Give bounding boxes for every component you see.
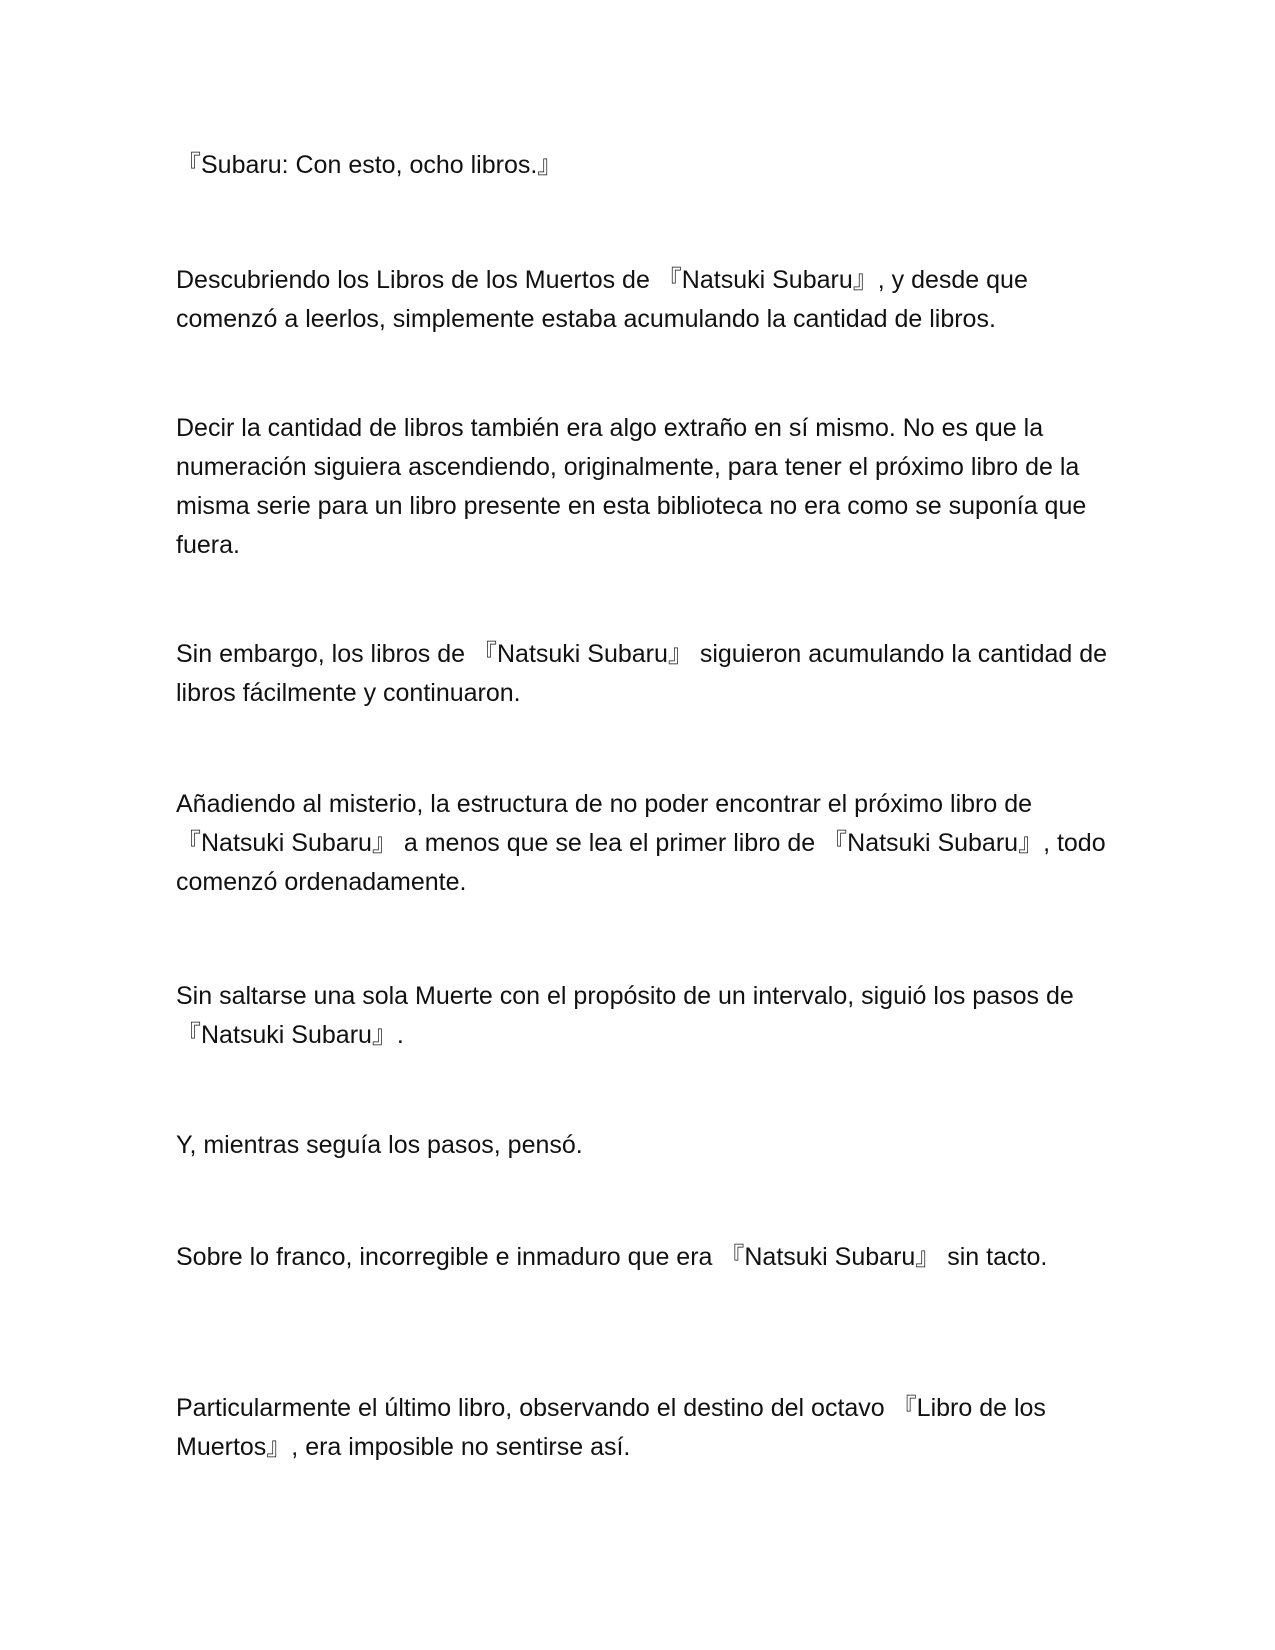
- paragraph: Y, mientras seguía los pasos, pensó.: [176, 1131, 583, 1159]
- paragraph: Decir la cantidad de libros también era algo extraño en sí mismo. No es que la numeración siguiera ascendiendo, originalmente, para tener el próximo libro de la misma serie para un libro presente en esta biblioteca no era como se suponía que fuera.: [176, 414, 1087, 559]
- paragraph: Sin saltarse una sola Muerte con el propósito de un intervalo, siguió los pasos de 『Natsuki Subaru』.: [176, 982, 1074, 1049]
- paragraph: Sin embargo, los libros de 『Natsuki Subaru』 siguieron acumulando la cantidad de libros fácilmente y continuaron.: [176, 640, 1108, 707]
- paragraph-dialogue: 『Subaru: Con esto, ocho libros.』: [176, 151, 563, 179]
- paragraph: Añadiendo al misterio, la estructura de no poder encontrar el próximo libro de 『Natsuki Subaru』 a menos que se lea el primer libro de 『Natsuki Subaru』, todo comenzó ordenadamente.: [176, 790, 1106, 896]
- paragraph: Sobre lo franco, incorregible e inmaduro que era 『Natsuki Subaru』 sin tacto.: [176, 1243, 1048, 1271]
- paragraph: Descubriendo los Libros de los Muertos de 『Natsuki Subaru』, y desde que comenzó a leerlos, simplemente estaba acumulando la cantidad de libros.: [176, 266, 1028, 333]
- paragraph: Particularmente el último libro, observando el destino del octavo 『Libro de los Muertos』, era imposible no sentirse así.: [176, 1394, 1046, 1461]
